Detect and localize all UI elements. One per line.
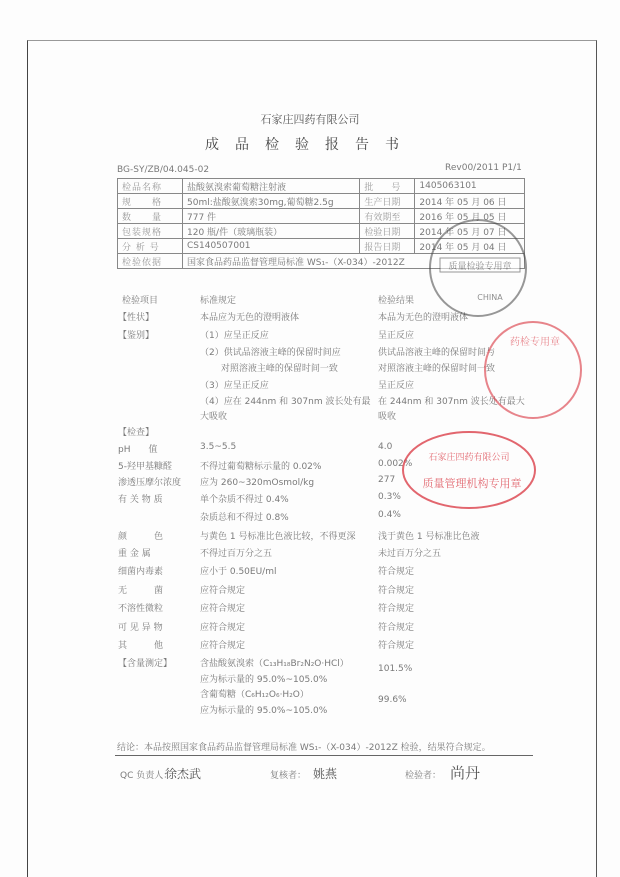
- result-value: 对照溶液主峰的保留时间一致: [378, 364, 496, 374]
- result-value: 符合规定: [378, 604, 415, 614]
- result-item: 5-羟甲基糠醛: [118, 462, 172, 472]
- result-standard: （3）应呈正反应: [200, 381, 269, 391]
- result-standard: 应符合规定: [200, 623, 246, 633]
- result-standard: 应小于 0.50EU/ml: [200, 567, 277, 577]
- result-value: 在 244nm 和 307nm 波长处有最大: [378, 397, 525, 407]
- info-value: 盐酸氨溴索葡萄糖注射液: [183, 179, 360, 194]
- result-value: 99.6%: [378, 695, 407, 705]
- result-item: 【鉴别】: [118, 331, 155, 341]
- result-standard: 含盐酸氨溴索（C₁₃H₁₈Br₂N₂O·HCl）: [200, 659, 349, 669]
- info-value2: 1405063101: [415, 179, 525, 194]
- inspector-label: 检验者：: [405, 771, 442, 781]
- result-value: 0.4%: [378, 510, 401, 520]
- result-value: 4.0: [378, 442, 393, 452]
- info-value2: 2016 年 05 月 05 日: [415, 209, 525, 224]
- result-standard: 与黄色 1 号标准比色液比较，不得更深: [200, 532, 356, 542]
- qc-signature: 徐杰武: [165, 767, 202, 781]
- result-item: 无 菌: [118, 586, 164, 596]
- result-standard: 单个杂质不得过 0.4%: [200, 495, 289, 505]
- result-item: 不溶性微粒: [118, 604, 164, 614]
- doc-code: BG-SY/ZB/04.045-02: [117, 165, 210, 175]
- result-value: 未过百万分之五: [378, 549, 442, 559]
- inspector-signature: 尚丹: [450, 764, 481, 782]
- company-name: 石家庄四药有限公司: [260, 113, 360, 126]
- reviewer-signature: 姚燕: [313, 767, 338, 781]
- result-standard: 大吸收: [200, 412, 228, 422]
- result-standard: 3.5~5.5: [200, 442, 237, 452]
- result-item: pH 值: [118, 445, 158, 455]
- result-value: 本品为无色的澄明液体: [378, 313, 469, 323]
- result-value: 供试品溶液主峰的保留时间与: [378, 348, 496, 358]
- header-result: 检验结果: [378, 296, 415, 306]
- result-standard: 本品应为无色的澄明液体: [200, 313, 300, 323]
- result-item: 【性状】: [118, 313, 155, 323]
- result-standard: 含葡萄糖（C₆H₁₂O₆·H₂O）: [200, 690, 309, 700]
- info-label2: 检验日期: [360, 224, 415, 239]
- result-standard: 应为标示量的 95.0%~105.0%: [200, 706, 328, 716]
- result-value: 0.3%: [378, 492, 401, 502]
- result-value: 符合规定: [378, 623, 415, 633]
- svg-text:质量检验专用章: 质量检验专用章: [448, 262, 512, 272]
- info-label: 检品名称: [118, 179, 183, 194]
- result-item: 颜 色: [118, 532, 164, 542]
- inspection-stamp: [430, 220, 526, 316]
- result-value: 符合规定: [378, 567, 415, 577]
- result-value: 符合规定: [378, 641, 415, 651]
- info-value: 120 瓶/件（玻璃瓶装）: [183, 224, 360, 239]
- result-item: 【含量测定】: [118, 659, 173, 669]
- report-title: 成品检验报告书: [205, 137, 415, 153]
- result-standard: 应为 260~320mOsmol/kg: [200, 478, 315, 488]
- red-round-stamp: [485, 322, 581, 418]
- info-value: 国家食品药品监督管理局标准 WS₁-（X-034）-2012Z: [183, 254, 525, 269]
- info-label2: 有效期至: [360, 209, 415, 224]
- result-item: 重 金 属: [118, 549, 151, 559]
- info-label: 分 析 号: [118, 239, 183, 254]
- info-value2: 2014 年 05 月 07 日: [415, 224, 525, 239]
- header-item: 检验项目: [122, 296, 159, 306]
- result-standard: 对照溶液主峰的保留时间一致: [200, 364, 338, 374]
- info-value: CS140507001: [183, 239, 360, 254]
- result-standard: （1）应呈正反应: [200, 331, 269, 341]
- result-value: 呈正反应: [378, 331, 415, 341]
- info-value: 50ml:盐酸氨溴索30mg,葡萄糖2.5g: [183, 194, 360, 209]
- result-item: 可 见 异 物: [118, 623, 163, 633]
- result-value: 呈正反应: [378, 381, 415, 391]
- conclusion: 结论：本品按照国家食品药品监督管理局标准 WS₁-（X-034）-2012Z 检验，结果符合规定。: [117, 743, 491, 753]
- svg-text:质量管理机构专用章: 质量管理机构专用章: [422, 477, 522, 490]
- info-label: 规 格: [118, 194, 183, 209]
- info-value2: 2014 年 05 月 06 日: [415, 194, 525, 209]
- result-value: 101.5%: [378, 664, 413, 674]
- result-standard: （4）应在 244nm 和 307nm 波长处有最: [200, 397, 371, 407]
- revision: Rev00/2011 P1/1: [445, 163, 522, 173]
- result-item: 其 他: [118, 641, 164, 651]
- info-label2: 批 号: [360, 179, 415, 194]
- result-value: 符合规定: [378, 586, 415, 596]
- info-value: 777 件: [183, 209, 360, 224]
- reviewer-label: 复核者：: [270, 771, 307, 781]
- svg-text:药检专用章: 药检专用章: [510, 337, 560, 348]
- result-value: 吸收: [378, 412, 397, 422]
- info-value2: 2014 年 05 月 04 日: [415, 239, 525, 254]
- info-label2: 生产日期: [360, 194, 415, 209]
- result-standard: 应符合规定: [200, 586, 246, 596]
- result-value: 浅于黄色 1 号标准比色液: [378, 532, 480, 542]
- result-standard: 应符合规定: [200, 604, 246, 614]
- info-label2: 报告日期: [360, 239, 415, 254]
- result-item: 细菌内毒素: [118, 567, 164, 577]
- info-label: 检验依据: [118, 254, 183, 269]
- info-label: 包装规格: [118, 224, 183, 239]
- result-standard: 不得过百万分之五: [200, 549, 273, 559]
- result-standard: 不得过葡萄糖标示量的 0.02%: [200, 462, 322, 472]
- svg-text:CHINA: CHINA: [477, 293, 503, 302]
- result-standard: （2）供试品溶液主峰的保留时间应: [200, 348, 341, 358]
- result-standard: 应符合规定: [200, 641, 246, 651]
- result-standard: 应为标示量的 95.0%~105.0%: [200, 675, 328, 685]
- header-standard: 标准规定: [200, 296, 237, 306]
- quality-stamp: [403, 432, 535, 508]
- result-standard: 杂质总和不得过 0.8%: [200, 513, 289, 523]
- info-label: 数 量: [118, 209, 183, 224]
- result-value: 277: [378, 475, 396, 485]
- qc-label: QC 负责人：: [120, 771, 173, 781]
- svg-text:石家庄四药有限公司: 石家庄四药有限公司: [428, 453, 510, 463]
- result-value: 0.002%: [378, 459, 413, 469]
- result-item: 渗透压摩尔浓度: [118, 478, 182, 488]
- result-item: 【检查】: [118, 428, 155, 438]
- result-item: 有 关 物 质: [118, 495, 163, 505]
